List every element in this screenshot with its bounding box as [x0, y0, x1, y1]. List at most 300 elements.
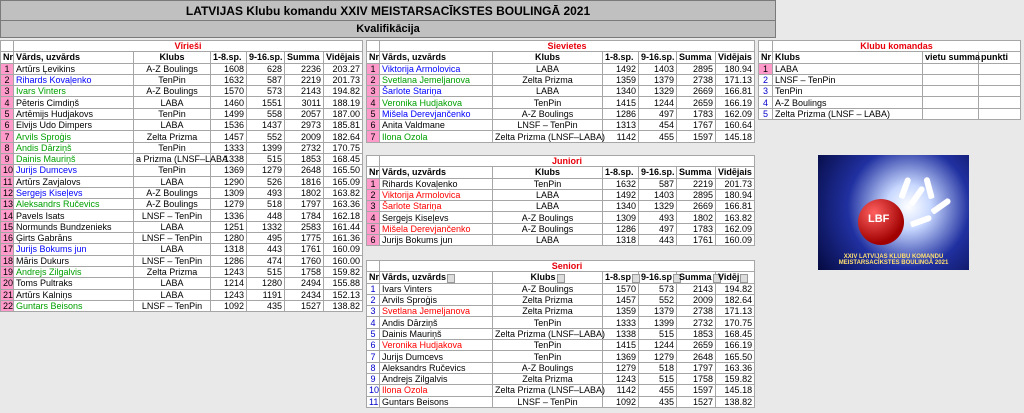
score-1-8-cell[interactable]: 1336: [211, 210, 247, 221]
player-name-cell[interactable]: Mišela Derevjančenko: [380, 108, 493, 119]
rank-cell[interactable]: 3: [759, 86, 773, 97]
rank-cell[interactable]: 4: [367, 97, 380, 108]
sum-cell[interactable]: 1802: [285, 187, 324, 198]
sum-cell[interactable]: 2732: [285, 142, 324, 153]
place-sum-cell[interactable]: [923, 108, 979, 119]
sum-cell[interactable]: 1783: [677, 108, 716, 119]
score-9-16-cell[interactable]: 1244: [639, 97, 677, 108]
score-1-8-cell[interactable]: 1536: [211, 120, 247, 131]
place-sum-cell[interactable]: [923, 63, 979, 74]
score-1-8-cell[interactable]: 1243: [211, 289, 247, 300]
score-9-16-cell[interactable]: 526: [247, 176, 285, 187]
rank-cell[interactable]: 6: [367, 120, 380, 131]
score-1-8-cell[interactable]: 1499: [211, 108, 247, 119]
sum-cell[interactable]: 1760: [285, 255, 324, 266]
score-9-16-cell[interactable]: 435: [247, 300, 285, 311]
score-9-16-cell[interactable]: 558: [247, 108, 285, 119]
club-cell[interactable]: Zelta Prizma (LNSF–LABA): [493, 131, 603, 142]
score-9-16-cell[interactable]: 515: [247, 266, 285, 277]
player-name-cell[interactable]: Ivars Vinters: [380, 283, 493, 294]
club-cell[interactable]: LABA: [134, 176, 211, 187]
score-1-8-cell[interactable]: 1338: [211, 153, 247, 164]
sum-cell[interactable]: 1853: [677, 328, 716, 339]
club-cell[interactable]: Zelta Prizma: [134, 266, 211, 277]
club-cell[interactable]: LABA: [773, 63, 923, 74]
club-cell[interactable]: Zelta Prizma: [493, 306, 603, 317]
score-9-16-cell[interactable]: 455: [639, 385, 677, 396]
rank-cell[interactable]: 3: [367, 306, 380, 317]
score-9-16-cell[interactable]: 573: [247, 86, 285, 97]
score-1-8-cell[interactable]: 1243: [211, 266, 247, 277]
filter-dropdown-icon[interactable]: [447, 274, 455, 283]
score-9-16-cell[interactable]: 1329: [639, 86, 677, 97]
rank-cell[interactable]: 5: [367, 108, 380, 119]
sum-cell[interactable]: 2659: [677, 97, 716, 108]
sum-cell[interactable]: 2236: [285, 63, 324, 74]
score-9-16-cell[interactable]: 1279: [247, 165, 285, 176]
rank-cell[interactable]: 15: [1, 221, 14, 232]
score-9-16-cell[interactable]: 1329: [639, 201, 677, 212]
score-9-16-cell[interactable]: 515: [639, 328, 677, 339]
player-name-cell[interactable]: Veronika Hudjakova: [380, 340, 493, 351]
average-cell[interactable]: 155.88: [324, 278, 363, 289]
sum-cell[interactable]: 1597: [677, 385, 716, 396]
average-cell[interactable]: 138.82: [716, 396, 755, 407]
score-9-16-cell[interactable]: 1244: [639, 340, 677, 351]
rank-cell[interactable]: 9: [1, 153, 14, 164]
player-name-cell[interactable]: Ivars Vinters: [14, 86, 134, 97]
rank-cell[interactable]: 11: [367, 396, 380, 407]
rank-cell[interactable]: 4: [367, 317, 380, 328]
score-1-8-cell[interactable]: 1340: [603, 86, 639, 97]
player-name-cell[interactable]: Artūrs Ļevikins: [14, 63, 134, 74]
club-cell[interactable]: A-Z Boulings: [493, 212, 603, 223]
average-cell[interactable]: 182.64: [324, 131, 363, 142]
average-cell[interactable]: 180.94: [716, 189, 755, 200]
sum-cell[interactable]: 2219: [285, 74, 324, 85]
rank-cell[interactable]: 2: [1, 74, 14, 85]
sum-cell[interactable]: 1597: [677, 131, 716, 142]
player-name-cell[interactable]: Jurijs Bokums jun: [380, 235, 493, 246]
score-9-16-cell[interactable]: 1379: [639, 74, 677, 85]
rank-cell[interactable]: 5: [367, 223, 380, 234]
club-cell[interactable]: Zelta Prizma (LNSF–LABA): [493, 328, 603, 339]
club-cell[interactable]: A-Z Boulings: [493, 108, 603, 119]
score-1-8-cell[interactable]: 1570: [603, 283, 639, 294]
col-avg-filter[interactable]: [716, 272, 755, 283]
sum-cell[interactable]: 2143: [285, 86, 324, 97]
score-9-16-cell[interactable]: 1403: [639, 189, 677, 200]
sum-cell[interactable]: 2895: [677, 63, 716, 74]
score-9-16-cell[interactable]: 1279: [639, 351, 677, 362]
rank-cell[interactable]: 4: [759, 97, 773, 108]
sum-cell[interactable]: 2895: [677, 189, 716, 200]
average-cell[interactable]: 165.50: [324, 165, 363, 176]
points-cell[interactable]: [979, 108, 1021, 119]
sum-cell[interactable]: 2669: [677, 86, 716, 97]
player-name-cell[interactable]: Ilona Ozola: [380, 131, 493, 142]
score-1-8-cell[interactable]: 1309: [603, 212, 639, 223]
average-cell[interactable]: 201.73: [324, 74, 363, 85]
player-name-cell[interactable]: Aleksandrs Ručevics: [14, 199, 134, 210]
score-1-8-cell[interactable]: 1415: [603, 97, 639, 108]
rank-cell[interactable]: 2: [367, 189, 380, 200]
rank-cell[interactable]: 2: [367, 294, 380, 305]
average-cell[interactable]: 170.75: [716, 317, 755, 328]
average-cell[interactable]: 152.13: [324, 289, 363, 300]
player-name-cell[interactable]: Šarlote Stariņa: [380, 86, 493, 97]
score-1-8-cell[interactable]: 1457: [603, 294, 639, 305]
sum-cell[interactable]: 1758: [677, 373, 716, 384]
player-name-cell[interactable]: Viktorija Armolovica: [380, 189, 493, 200]
average-cell[interactable]: 163.36: [716, 362, 755, 373]
score-1-8-cell[interactable]: 1632: [211, 74, 247, 85]
score-9-16-cell[interactable]: 587: [247, 74, 285, 85]
average-cell[interactable]: 182.64: [716, 294, 755, 305]
rank-cell[interactable]: 3: [1, 86, 14, 97]
player-name-cell[interactable]: Ģirts Gabrāns: [14, 233, 134, 244]
score-1-8-cell[interactable]: 1286: [603, 108, 639, 119]
sum-cell[interactable]: 1816: [285, 176, 324, 187]
points-cell[interactable]: [979, 97, 1021, 108]
average-cell[interactable]: 203.27: [324, 63, 363, 74]
player-name-cell[interactable]: Rihards Kovaļenko: [380, 178, 493, 189]
rank-cell[interactable]: 14: [1, 210, 14, 221]
player-name-cell[interactable]: Andis Dārziņš: [14, 142, 134, 153]
rank-cell[interactable]: 21: [1, 289, 14, 300]
sum-cell[interactable]: 2648: [285, 165, 324, 176]
player-name-cell[interactable]: Viktorija Armolovica: [380, 63, 493, 74]
club-cell[interactable]: LABA: [134, 97, 211, 108]
average-cell[interactable]: 201.73: [716, 178, 755, 189]
club-cell[interactable]: LABA: [134, 120, 211, 131]
score-1-8-cell[interactable]: 1359: [603, 306, 639, 317]
sum-cell[interactable]: 2143: [677, 283, 716, 294]
player-name-cell[interactable]: Sergejs Kiseļevs: [14, 187, 134, 198]
rank-cell[interactable]: 3: [367, 201, 380, 212]
player-name-cell[interactable]: Dainis Mauriņš: [380, 328, 493, 339]
average-cell[interactable]: 159.82: [324, 266, 363, 277]
player-name-cell[interactable]: Ilona Ozola: [380, 385, 493, 396]
score-1-8-cell[interactable]: 1309: [211, 187, 247, 198]
club-cell[interactable]: A-Z Boulings: [134, 86, 211, 97]
average-cell[interactable]: 166.19: [716, 340, 755, 351]
score-9-16-cell[interactable]: 1437: [247, 120, 285, 131]
score-1-8-cell[interactable]: 1142: [603, 385, 639, 396]
score-1-8-cell[interactable]: 1340: [603, 201, 639, 212]
club-cell[interactable]: LNSF – TenPin: [134, 210, 211, 221]
rank-cell[interactable]: 16: [1, 233, 14, 244]
col-s1-filter[interactable]: [603, 272, 639, 283]
average-cell[interactable]: 160.64: [716, 120, 755, 131]
club-cell[interactable]: Zelta Prizma: [493, 294, 603, 305]
average-cell[interactable]: 165.09: [324, 176, 363, 187]
score-9-16-cell[interactable]: 518: [639, 362, 677, 373]
sum-cell[interactable]: 2583: [285, 221, 324, 232]
score-9-16-cell[interactable]: 1551: [247, 97, 285, 108]
player-name-cell[interactable]: Rihards Kovaļenko: [14, 74, 134, 85]
average-cell[interactable]: 159.82: [716, 373, 755, 384]
sum-cell[interactable]: 1767: [677, 120, 716, 131]
player-name-cell[interactable]: Dainis Mauriņš: [14, 153, 134, 164]
club-cell[interactable]: LABA: [493, 189, 603, 200]
score-1-8-cell[interactable]: 1286: [603, 223, 639, 234]
score-1-8-cell[interactable]: 1142: [603, 131, 639, 142]
rank-cell[interactable]: 13: [1, 199, 14, 210]
club-cell[interactable]: TenPin: [134, 142, 211, 153]
score-1-8-cell[interactable]: 1251: [211, 221, 247, 232]
rank-cell[interactable]: 20: [1, 278, 14, 289]
player-name-cell[interactable]: Svetlana Jemeljanova: [380, 306, 493, 317]
sum-cell[interactable]: 1783: [677, 223, 716, 234]
score-9-16-cell[interactable]: 493: [639, 212, 677, 223]
score-9-16-cell[interactable]: 497: [639, 108, 677, 119]
average-cell[interactable]: 168.45: [716, 328, 755, 339]
player-name-cell[interactable]: Andrejs Zilgalvis: [14, 266, 134, 277]
score-1-8-cell[interactable]: 1632: [603, 178, 639, 189]
score-9-16-cell[interactable]: 1191: [247, 289, 285, 300]
score-1-8-cell[interactable]: 1313: [603, 120, 639, 131]
club-cell[interactable]: Zelta Prizma: [493, 373, 603, 384]
club-cell[interactable]: A-Z Boulings: [773, 97, 923, 108]
rank-cell[interactable]: 19: [1, 266, 14, 277]
player-name-cell[interactable]: Anita Valdmane: [380, 120, 493, 131]
score-9-16-cell[interactable]: 443: [639, 235, 677, 246]
rank-cell[interactable]: 22: [1, 300, 14, 311]
average-cell[interactable]: 163.82: [716, 212, 755, 223]
player-name-cell[interactable]: Arvils Sproģis: [380, 294, 493, 305]
average-cell[interactable]: 160.00: [324, 255, 363, 266]
average-cell[interactable]: 170.75: [324, 142, 363, 153]
col-club-filter[interactable]: [493, 272, 603, 283]
filter-dropdown-icon[interactable]: [557, 274, 565, 283]
rank-cell[interactable]: 5: [1, 108, 14, 119]
rank-cell[interactable]: 5: [367, 328, 380, 339]
score-1-8-cell[interactable]: 1369: [603, 351, 639, 362]
player-name-cell[interactable]: Toms Pultraks: [14, 278, 134, 289]
points-cell[interactable]: [979, 74, 1021, 85]
average-cell[interactable]: 162.09: [716, 223, 755, 234]
average-cell[interactable]: 145.18: [716, 131, 755, 142]
average-cell[interactable]: 187.00: [324, 108, 363, 119]
club-cell[interactable]: LABA: [134, 278, 211, 289]
average-cell[interactable]: 171.13: [716, 74, 755, 85]
club-cell[interactable]: TenPin: [134, 108, 211, 119]
sum-cell[interactable]: 1775: [285, 233, 324, 244]
score-1-8-cell[interactable]: 1415: [603, 340, 639, 351]
score-1-8-cell[interactable]: 1492: [603, 63, 639, 74]
club-cell[interactable]: LABA: [134, 289, 211, 300]
club-cell[interactable]: LNSF – TenPin: [134, 255, 211, 266]
player-name-cell[interactable]: Jurijs Dumcevs: [380, 351, 493, 362]
rank-cell[interactable]: 5: [759, 108, 773, 119]
score-1-8-cell[interactable]: 1318: [603, 235, 639, 246]
sum-cell[interactable]: 1527: [677, 396, 716, 407]
player-name-cell[interactable]: Svetlana Jemeljanova: [380, 74, 493, 85]
rank-cell[interactable]: 17: [1, 244, 14, 255]
rank-cell[interactable]: 12: [1, 187, 14, 198]
sum-cell[interactable]: 2973: [285, 120, 324, 131]
player-name-cell[interactable]: Jurijs Dumcevs: [14, 165, 134, 176]
sum-cell[interactable]: 2659: [677, 340, 716, 351]
player-name-cell[interactable]: Šarlote Stariņa: [380, 201, 493, 212]
club-cell[interactable]: LABA: [493, 201, 603, 212]
average-cell[interactable]: 160.09: [716, 235, 755, 246]
points-cell[interactable]: [979, 86, 1021, 97]
sum-cell[interactable]: 2648: [677, 351, 716, 362]
score-9-16-cell[interactable]: 552: [639, 294, 677, 305]
score-1-8-cell[interactable]: 1290: [211, 176, 247, 187]
rank-cell[interactable]: 2: [367, 74, 380, 85]
player-name-cell[interactable]: Guntars Beisons: [14, 300, 134, 311]
score-1-8-cell[interactable]: 1457: [211, 131, 247, 142]
place-sum-cell[interactable]: [923, 74, 979, 85]
sum-cell[interactable]: 2494: [285, 278, 324, 289]
average-cell[interactable]: 145.18: [716, 385, 755, 396]
rank-cell[interactable]: 10: [1, 165, 14, 176]
col-name-filter[interactable]: [380, 272, 493, 283]
score-9-16-cell[interactable]: 448: [247, 210, 285, 221]
sum-cell[interactable]: 2738: [677, 306, 716, 317]
score-9-16-cell[interactable]: 1332: [247, 221, 285, 232]
points-cell[interactable]: [979, 63, 1021, 74]
score-1-8-cell[interactable]: 1608: [211, 63, 247, 74]
sum-cell[interactable]: 2219: [677, 178, 716, 189]
average-cell[interactable]: 185.81: [324, 120, 363, 131]
score-9-16-cell[interactable]: 515: [639, 373, 677, 384]
score-1-8-cell[interactable]: 1092: [603, 396, 639, 407]
sum-cell[interactable]: 2009: [285, 131, 324, 142]
rank-cell[interactable]: 4: [367, 212, 380, 223]
average-cell[interactable]: 160.09: [324, 244, 363, 255]
rank-cell[interactable]: 2: [759, 74, 773, 85]
score-1-8-cell[interactable]: 1570: [211, 86, 247, 97]
score-1-8-cell[interactable]: 1492: [603, 189, 639, 200]
player-name-cell[interactable]: Artēmijs Hudjakovs: [14, 108, 134, 119]
club-cell[interactable]: A-Z Boulings: [134, 199, 211, 210]
club-cell[interactable]: A-Z Boulings: [493, 362, 603, 373]
score-1-8-cell[interactable]: 1318: [211, 244, 247, 255]
club-cell[interactable]: LNSF – TenPin: [134, 233, 211, 244]
sum-cell[interactable]: 2057: [285, 108, 324, 119]
average-cell[interactable]: 163.36: [324, 199, 363, 210]
score-1-8-cell[interactable]: 1279: [211, 199, 247, 210]
club-cell[interactable]: TenPin: [493, 178, 603, 189]
average-cell[interactable]: 165.50: [716, 351, 755, 362]
score-1-8-cell[interactable]: 1460: [211, 97, 247, 108]
rank-cell[interactable]: 6: [367, 235, 380, 246]
club-cell[interactable]: TenPin: [134, 165, 211, 176]
sum-cell[interactable]: 2669: [677, 201, 716, 212]
score-9-16-cell[interactable]: 628: [247, 63, 285, 74]
club-cell[interactable]: LABA: [134, 221, 211, 232]
score-9-16-cell[interactable]: 1280: [247, 278, 285, 289]
place-sum-cell[interactable]: [923, 97, 979, 108]
rank-cell[interactable]: 8: [1, 142, 14, 153]
sum-cell[interactable]: 1797: [677, 362, 716, 373]
average-cell[interactable]: 163.82: [324, 187, 363, 198]
club-cell[interactable]: Zelta Prizma (LNSF – LABA): [773, 108, 923, 119]
place-sum-cell[interactable]: [923, 86, 979, 97]
average-cell[interactable]: 194.82: [716, 283, 755, 294]
club-cell[interactable]: A-Z Boulings: [134, 63, 211, 74]
filter-dropdown-icon[interactable]: [740, 274, 748, 283]
rank-cell[interactable]: 9: [367, 373, 380, 384]
score-9-16-cell[interactable]: 1399: [247, 142, 285, 153]
score-9-16-cell[interactable]: 518: [247, 199, 285, 210]
average-cell[interactable]: 161.36: [324, 233, 363, 244]
average-cell[interactable]: 161.44: [324, 221, 363, 232]
average-cell[interactable]: 194.82: [324, 86, 363, 97]
club-cell[interactable]: A-Z Boulings: [134, 187, 211, 198]
score-9-16-cell[interactable]: 443: [247, 244, 285, 255]
player-name-cell[interactable]: Māris Dukurs: [14, 255, 134, 266]
rank-cell[interactable]: 10: [367, 385, 380, 396]
filter-dropdown-icon[interactable]: [632, 274, 640, 283]
rank-cell[interactable]: 7: [367, 131, 380, 142]
club-cell[interactable]: LABA: [493, 63, 603, 74]
score-9-16-cell[interactable]: 1403: [639, 63, 677, 74]
score-9-16-cell[interactable]: 455: [639, 131, 677, 142]
club-cell[interactable]: Zelta Prizma: [493, 74, 603, 85]
club-cell[interactable]: LNSF – TenPin: [134, 300, 211, 311]
score-1-8-cell[interactable]: 1243: [603, 373, 639, 384]
average-cell[interactable]: 166.81: [716, 201, 755, 212]
average-cell[interactable]: 188.19: [324, 97, 363, 108]
average-cell[interactable]: 138.82: [324, 300, 363, 311]
score-1-8-cell[interactable]: 1286: [211, 255, 247, 266]
player-name-cell[interactable]: Elvijs Udo Dimpers: [14, 120, 134, 131]
club-cell[interactable]: TenPin: [493, 97, 603, 108]
score-9-16-cell[interactable]: 573: [639, 283, 677, 294]
club-cell[interactable]: TenPin: [773, 86, 923, 97]
score-1-8-cell[interactable]: 1092: [211, 300, 247, 311]
rank-cell[interactable]: 6: [367, 340, 380, 351]
club-cell[interactable]: a Prizma (LNSF–LABA: [134, 153, 211, 164]
rank-cell[interactable]: 7: [367, 351, 380, 362]
club-cell[interactable]: TenPin: [493, 351, 603, 362]
score-1-8-cell[interactable]: 1280: [211, 233, 247, 244]
club-cell[interactable]: LABA: [493, 86, 603, 97]
player-name-cell[interactable]: Artūrs Kalniņs: [14, 289, 134, 300]
sum-cell[interactable]: 1761: [677, 235, 716, 246]
club-cell[interactable]: LNSF – TenPin: [493, 120, 603, 131]
average-cell[interactable]: 180.94: [716, 63, 755, 74]
rank-cell[interactable]: 11: [1, 176, 14, 187]
score-1-8-cell[interactable]: 1369: [211, 165, 247, 176]
club-cell[interactable]: LABA: [493, 235, 603, 246]
rank-cell[interactable]: 1: [1, 63, 14, 74]
sum-cell[interactable]: 2732: [677, 317, 716, 328]
score-1-8-cell[interactable]: 1333: [211, 142, 247, 153]
player-name-cell[interactable]: Aleksandrs Ručevics: [380, 362, 493, 373]
player-name-cell[interactable]: Pēteris Cimdiņš: [14, 97, 134, 108]
club-cell[interactable]: A-Z Boulings: [493, 283, 603, 294]
sum-cell[interactable]: 3011: [285, 97, 324, 108]
sum-cell[interactable]: 1784: [285, 210, 324, 221]
sum-cell[interactable]: 1853: [285, 153, 324, 164]
sum-cell[interactable]: 1527: [285, 300, 324, 311]
sum-cell[interactable]: 1758: [285, 266, 324, 277]
score-9-16-cell[interactable]: 497: [639, 223, 677, 234]
club-cell[interactable]: LNSF – TenPin: [493, 396, 603, 407]
sum-cell[interactable]: 2738: [677, 74, 716, 85]
club-cell[interactable]: Zelta Prizma: [134, 131, 211, 142]
average-cell[interactable]: 166.81: [716, 86, 755, 97]
player-name-cell[interactable]: Andrejs Zilgalvis: [380, 373, 493, 384]
club-cell[interactable]: LABA: [134, 244, 211, 255]
club-cell[interactable]: TenPin: [493, 317, 603, 328]
